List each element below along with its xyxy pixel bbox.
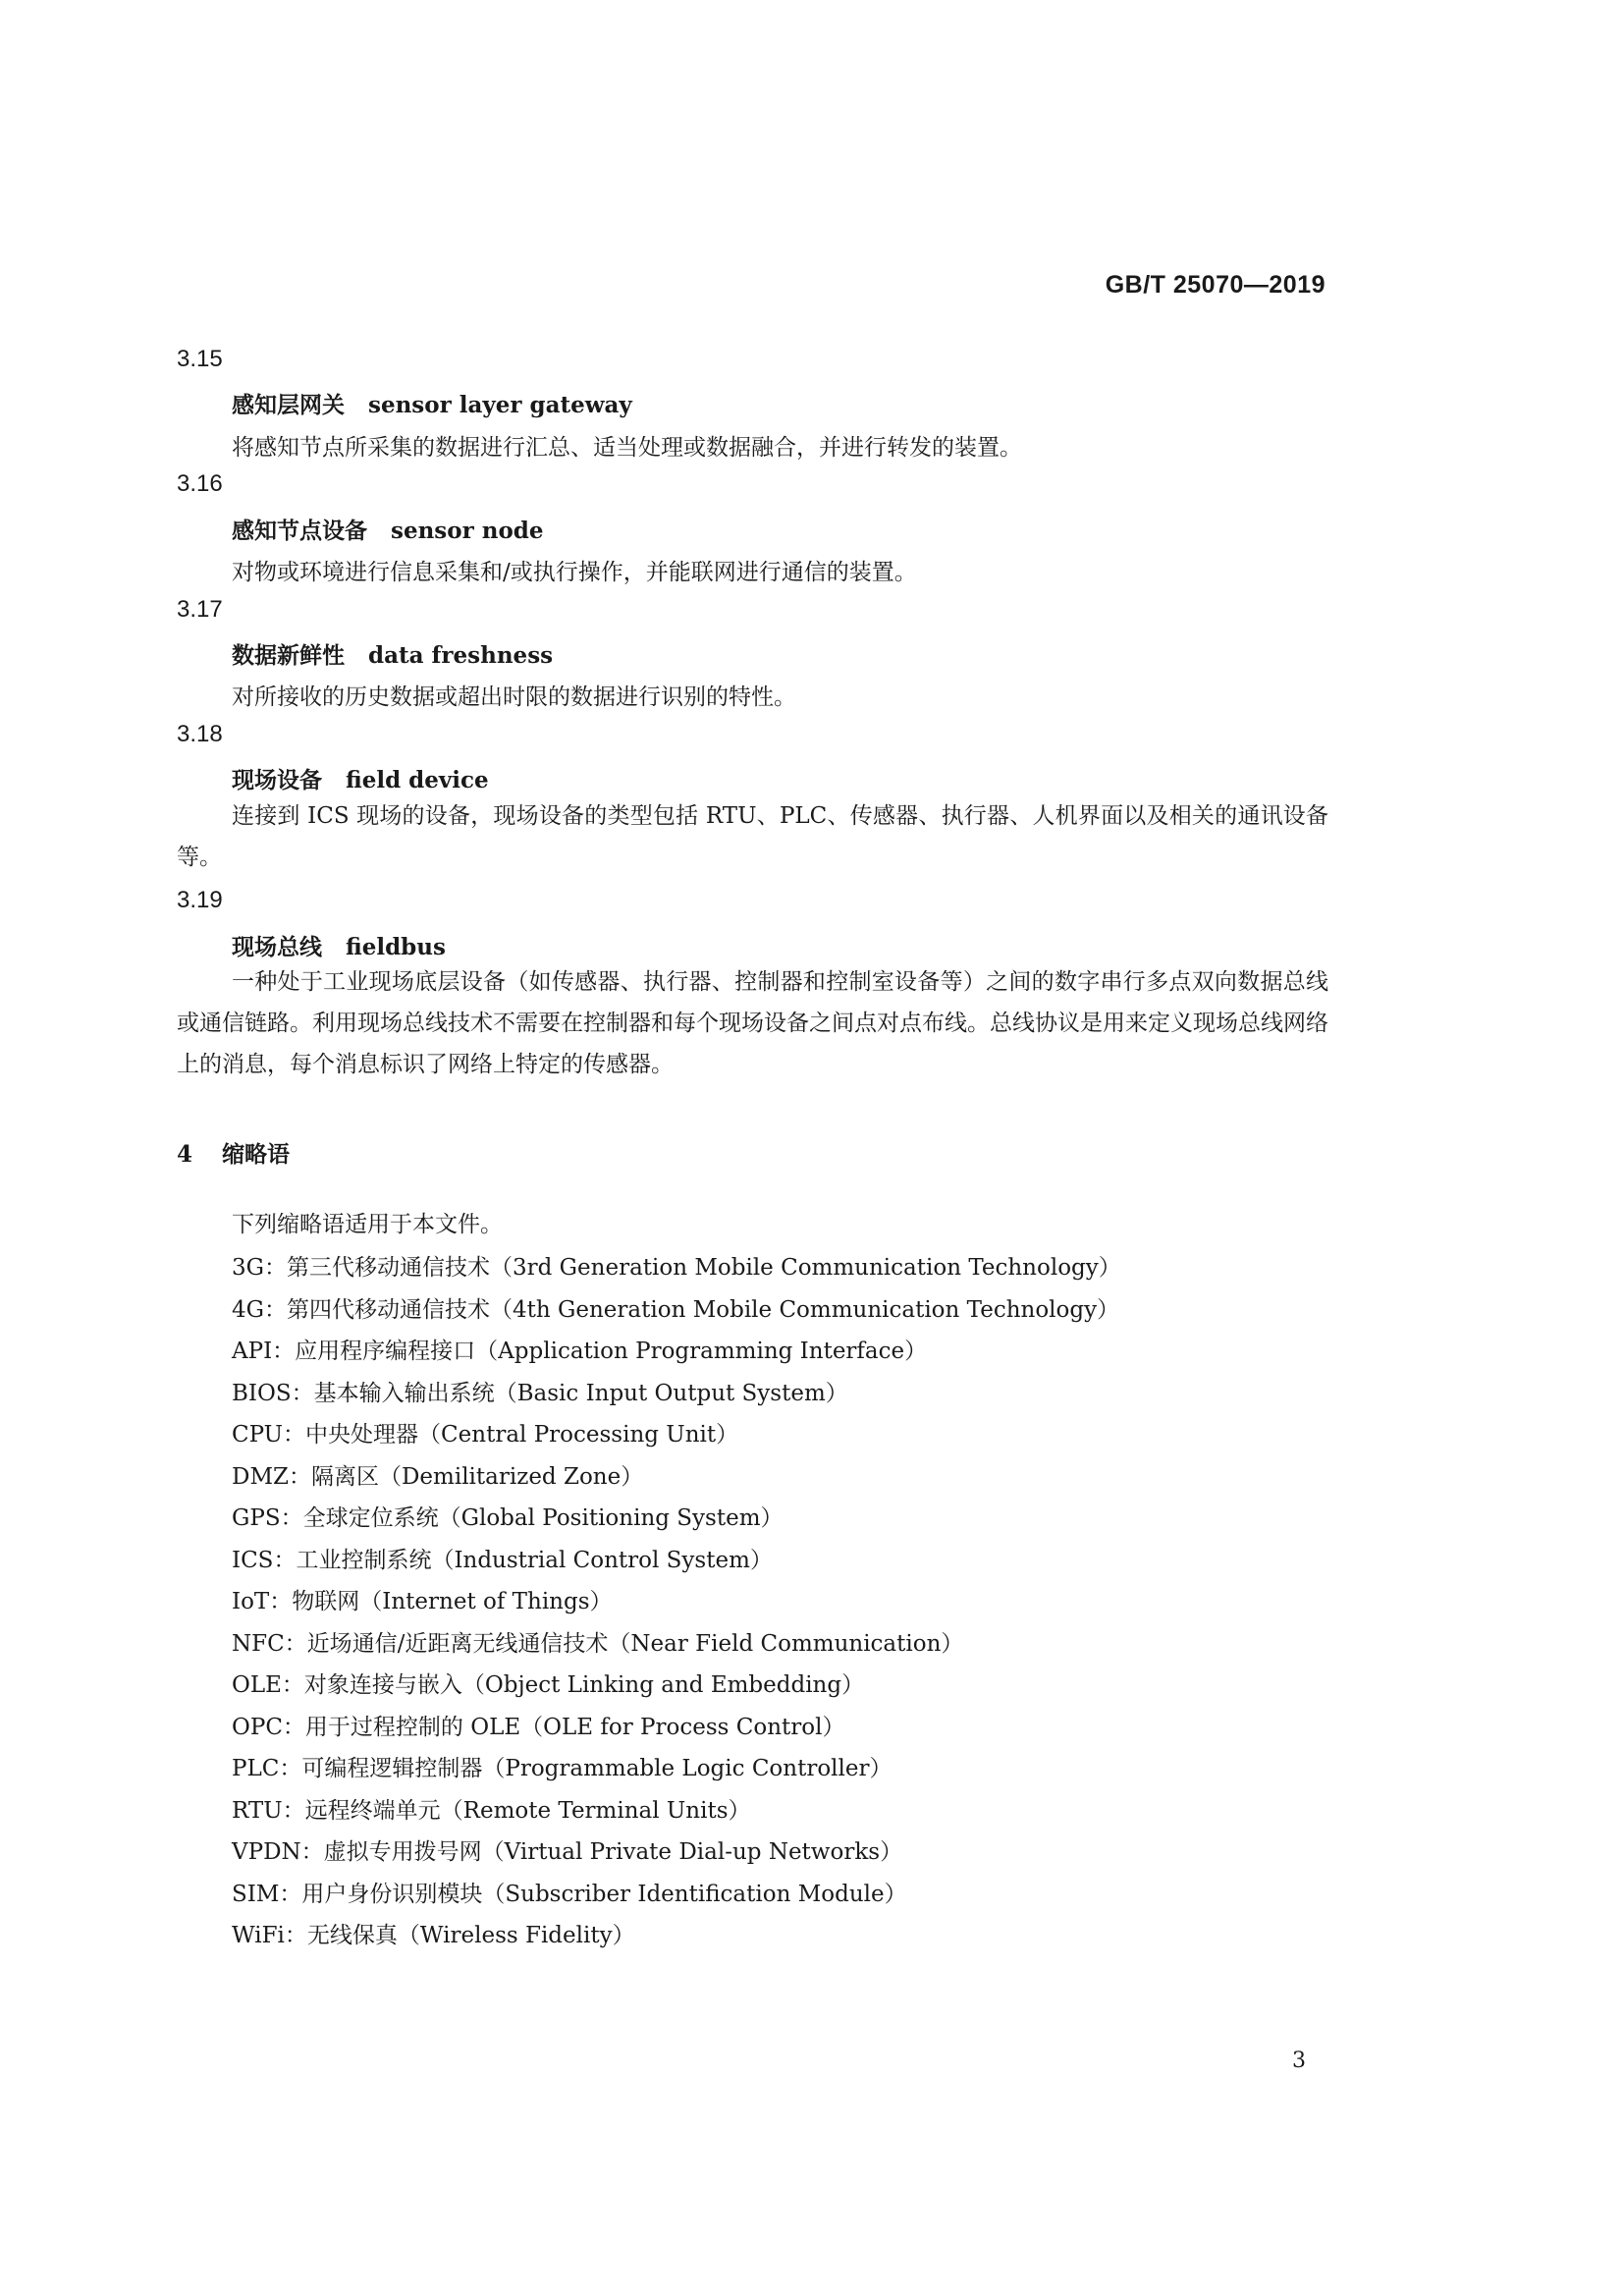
term-english: sensor node (391, 518, 544, 544)
abbreviation-item: VPDN：虚拟专用拨号网（Virtual Private Dial-up Networks） (232, 1839, 903, 1865)
abbreviation-item: 4G：第四代移动通信技术（4th Generation Mobile Communication Technology） (232, 1296, 1120, 1323)
clause-number: 3.17 (177, 596, 223, 623)
section-heading (177, 1136, 290, 1169)
clause-number: 3.18 (177, 721, 223, 747)
abbreviation-item: GPS：全球定位系统（Global Positioning System） (232, 1505, 784, 1531)
clause-number: 3.19 (177, 887, 223, 913)
term-chinese: 感知节点设备 (232, 518, 367, 544)
term-english: field device (346, 767, 489, 793)
abbreviation-item: NFC：近场通信/近距离无线通信技术（Near Field Communication） (232, 1630, 964, 1657)
page-number: 3 (1292, 2049, 1306, 2073)
clause-number: 3.16 (177, 470, 223, 497)
term-chinese: 现场总线 (232, 934, 322, 960)
abbreviation-item: 3G：第三代移动通信技术（3rd Generation Mobile Communication Technology） (232, 1255, 1121, 1281)
term-definition: 对所接收的历史数据或超出时限的数据进行识别的特性。 (232, 684, 796, 710)
term-english: sensor layer gateway (368, 392, 632, 418)
abbreviation-item: API：应用程序编程接口（Application Programming Interface） (232, 1339, 928, 1364)
abbreviation-item: ICS：工业控制系统（Industrial Control System） (232, 1547, 773, 1573)
term-definition: 连接到 ICS 现场的设备，现场设备的类型包括 RTU、PLC、传感器、执行器、人机界面以及相关的通讯设备等。 (177, 803, 1328, 870)
term-english: fieldbus (346, 934, 446, 960)
abbreviation-item: SIM：用户身份识别模块（Subscriber Identification Module） (232, 1881, 907, 1907)
section-number: 4 (177, 1141, 193, 1168)
section-title: 缩略语 (222, 1141, 291, 1168)
term-definition: 一种处于工业现场底层设备（如传感器、执行器、控制器和控制室设备等）之间的数字串行多点双向数据总线或通信链路。利用现场总线技术不需要在控制器和每个现场设备之间点对点布线。总线协议是用来定义现场总线网络上的消息，每个消息标识了网络上特定的传感器。 (177, 969, 1328, 1077)
abbreviation-list (232, 1247, 1121, 1957)
abbreviation-item: BIOS：基本输入输出系统（Basic Input Output System） (232, 1380, 848, 1406)
abbreviation-item: IoT：物联网（Internet of Things） (232, 1589, 613, 1614)
term-heading (232, 637, 553, 670)
term-chinese: 数据新鲜性 (232, 642, 345, 669)
term-chinese: 现场设备 (232, 767, 322, 793)
term-definition: 对物或环境进行信息采集和/或执行操作，并能联网进行通信的装置。 (232, 560, 917, 585)
section-intro: 下列缩略语适用于本文件。 (232, 1212, 503, 1237)
term-chinese: 感知层网关 (232, 392, 345, 418)
term-heading (232, 929, 446, 961)
abbreviation-item: OLE：对象连接与嵌入（Object Linking and Embedding） (232, 1672, 865, 1698)
term-heading (232, 513, 544, 545)
term-english: data freshness (368, 642, 554, 669)
abbreviation-item: DMZ：隔离区（Demilitarized Zone） (232, 1463, 644, 1490)
term-heading (232, 762, 489, 794)
document-code: GB/T 25070—2019 (1105, 271, 1325, 299)
abbreviation-item: OPC：用于过程控制的 OLE（OLE for Process Control） (232, 1714, 845, 1740)
term-heading (232, 387, 632, 419)
abbreviation-item: WiFi：无线保真（Wireless Fidelity） (232, 1923, 635, 1948)
term-definition: 将感知节点所采集的数据进行汇总、适当处理或数据融合，并进行转发的装置。 (232, 435, 1022, 461)
abbreviation-item: CPU：中央处理器（Central Processing Unit） (232, 1422, 739, 1448)
abbreviation-item: RTU：远程终端单元（Remote Terminal Units） (232, 1797, 751, 1824)
abbreviation-item: PLC：可编程逻辑控制器（Programmable Logic Controller） (232, 1756, 893, 1781)
clause-number: 3.15 (177, 346, 223, 372)
